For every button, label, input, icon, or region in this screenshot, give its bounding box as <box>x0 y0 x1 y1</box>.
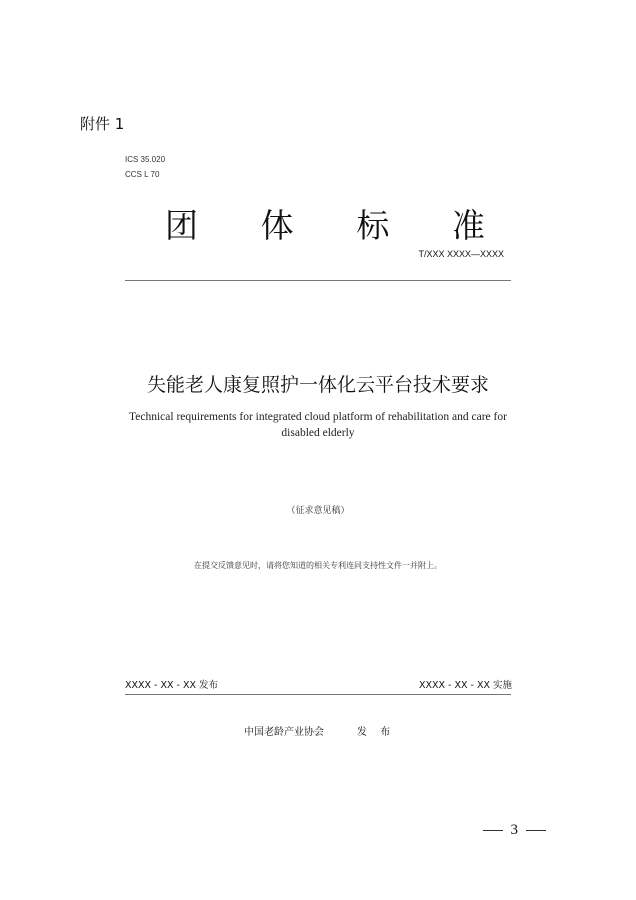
release-date: XXXX - XX - XX 发布 <box>125 680 219 691</box>
page-footer <box>475 822 555 839</box>
patent-note: 在提交反馈意见时，请将您知道的相关专利连同支持性文件一并附上。 <box>194 561 442 570</box>
doc-type-char: 团 <box>165 206 198 245</box>
implementation-date: XXXX - XX - XX 实施 <box>418 680 512 691</box>
bottom-divider <box>125 694 511 695</box>
ics-code: ICS 35.020 <box>125 155 166 164</box>
ccs-code: CCS L 70 <box>125 170 160 179</box>
doc-type-char: 准 <box>451 206 485 245</box>
draft-status: （征求意见稿） <box>286 506 350 516</box>
document-type-heading <box>165 200 485 247</box>
top-divider <box>125 280 511 281</box>
standard-code: T/XXX XXXX—XXXX <box>418 249 504 259</box>
footer-dash-right <box>526 830 546 831</box>
footer-dash-left <box>483 830 503 831</box>
publish-label: 发 布 <box>357 727 396 738</box>
issuing-organization: 中国老龄产业协会 <box>244 727 324 738</box>
document-title-en: Technical requirements for integrated cloud platform of rehabilitation and care for disabled elderly <box>129 411 507 439</box>
attachment-label: 附件 1 <box>80 115 125 133</box>
doc-type-char: 标 <box>356 206 390 245</box>
doc-type-char: 体 <box>260 206 294 245</box>
page-number: 3 <box>510 822 518 838</box>
document-title-cn: 失能老人康复照护一体化云平台技术要求 <box>146 374 489 396</box>
